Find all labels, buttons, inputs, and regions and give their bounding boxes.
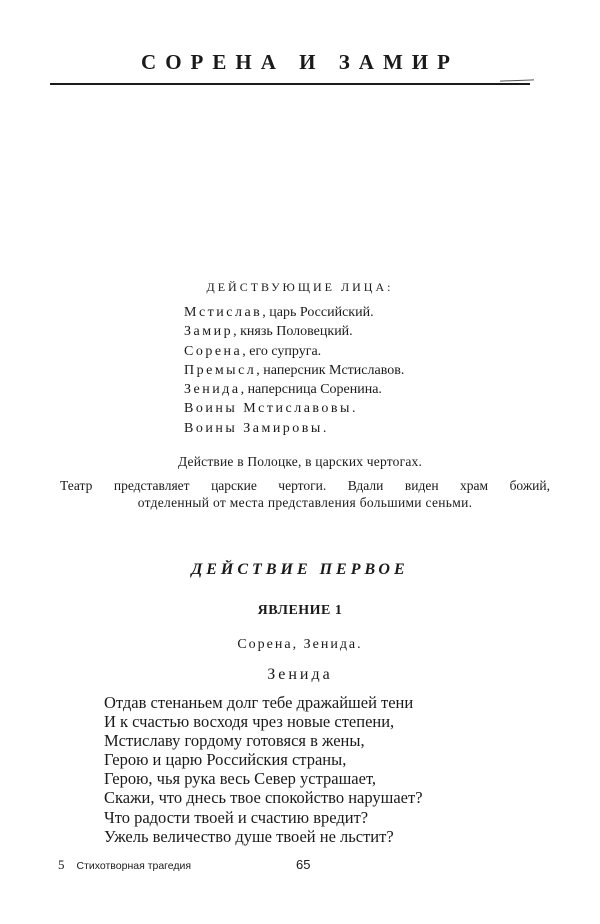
signature-text: Стихотворная трагедия <box>76 860 192 872</box>
title-rule <box>50 83 530 85</box>
scene-description <box>60 477 550 511</box>
cast-list <box>184 303 404 438</box>
character-desc: , наперсник Мстиславов. <box>256 362 405 378</box>
setting-line: Действие в Полоцке, в царских чертогах. <box>177 454 423 469</box>
verse-line: Герою, чья рука весь Север устрашает, <box>104 769 377 789</box>
title-rule-tail <box>500 79 534 81</box>
character-name: Сорена <box>184 343 243 359</box>
scene-title: ЯВЛЕНИЕ 1 <box>257 603 343 618</box>
cast-item <box>184 303 404 322</box>
character-name: Воины Мстиславовы <box>184 401 352 417</box>
verse-line: Скажи, что днесь твое спокойство нарушает? <box>104 788 423 808</box>
verse-line: Мстиславу гордому готовяся в жены, <box>104 731 365 751</box>
signature-number: 5 <box>58 857 65 872</box>
page-title: СОРЕНА И ЗАМИР <box>141 50 459 74</box>
footer-signature <box>58 857 203 873</box>
verse-line: Ужель величество душе твоей не льстит? <box>104 826 394 846</box>
cast-item <box>184 419 404 438</box>
cast-item <box>184 399 404 418</box>
verse-block <box>104 693 423 846</box>
character-desc: , князь Половецкий. <box>233 324 353 340</box>
character-name: Мстислав <box>184 305 263 320</box>
character-desc: . <box>322 420 327 436</box>
act-title: ДЕЙСТВИЕ ПЕРВОЕ <box>191 561 409 578</box>
character-desc: , наперсница Соренина. <box>240 382 382 398</box>
cast-item <box>184 342 404 361</box>
scene-cast: Сорена, Зенида. <box>237 637 363 652</box>
cast-item <box>184 361 404 380</box>
character-name: Премысл <box>184 362 257 378</box>
verse-line: Герою и царю Российския страны, <box>104 750 347 770</box>
character-name: Воины Замировы <box>184 420 323 436</box>
scene-description-line: отделенный от места представления большими сеньми. <box>137 495 473 510</box>
character-name: Замир <box>184 324 234 340</box>
verse-line: Отдав стенаньем долг тебе дражайшей тени <box>104 693 414 712</box>
character-name: Зенида <box>184 382 241 398</box>
verse-line: И к счастью восходя чрез новые степени, <box>104 712 395 732</box>
character-desc: . <box>351 401 356 417</box>
dramatis-personae-heading: ДЕЙСТВУЮЩИЕ ЛИЦА: <box>206 280 394 294</box>
cast-item <box>184 322 404 341</box>
cast-item <box>184 380 404 399</box>
page-number: 65 <box>296 857 311 872</box>
character-desc: , царь Российский. <box>262 305 374 320</box>
verse-line: Что радости твоей и счастию вредит? <box>104 807 369 827</box>
speaker-name: Зенида <box>267 666 333 683</box>
character-desc: , его супруга. <box>242 343 322 359</box>
scene-description-line: Театр представляет царские чертоги. Вдали виден храм божий, <box>60 478 550 493</box>
